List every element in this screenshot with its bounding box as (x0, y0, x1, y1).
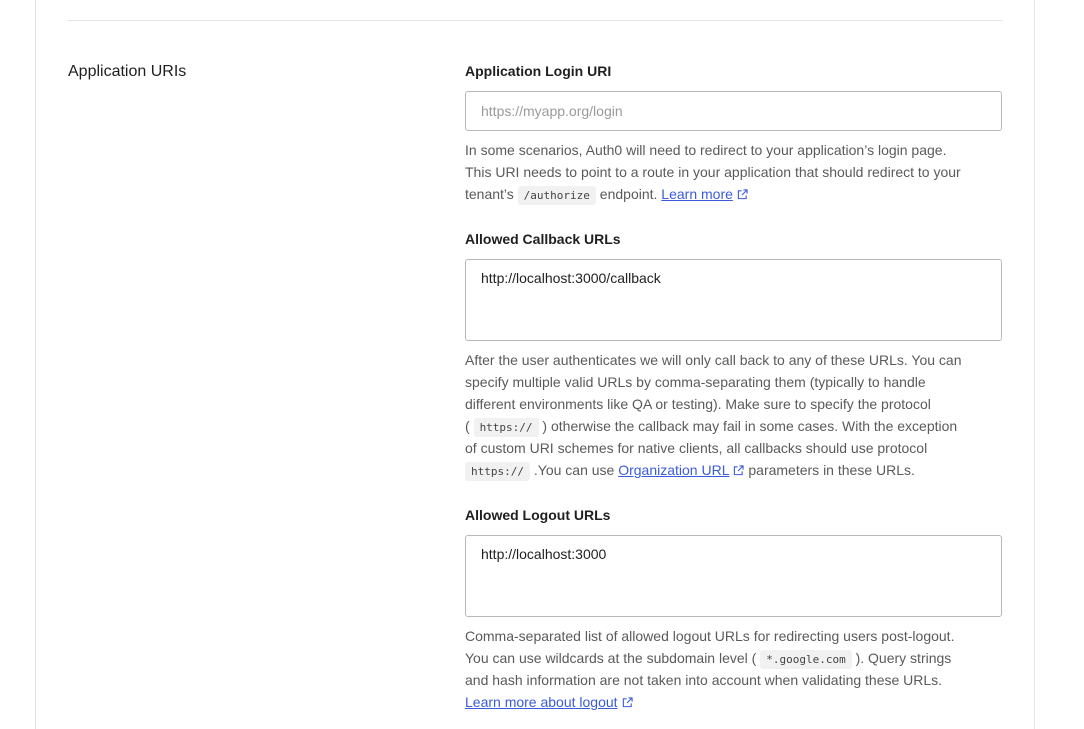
panel-border-left (35, 0, 36, 729)
login-uri-help (465, 139, 1010, 205)
help-text: In some scenarios, Auth0 will need to redirect to your application’s login page. (465, 142, 947, 158)
learn-more-logout-link[interactable]: Learn more about logout (465, 694, 618, 710)
login-uri-input[interactable] (465, 91, 1002, 131)
help-text: endpoint. (595, 186, 662, 202)
callback-urls-label: Allowed Callback URLs (465, 231, 621, 247)
external-link-icon (737, 189, 748, 200)
help-text: After the user authenticates we will only call back to any of these URLs. You can (465, 352, 962, 368)
help-text: tenant’s (465, 186, 518, 202)
logout-urls-textarea[interactable] (465, 535, 1002, 617)
section-divider (68, 20, 1002, 21)
panel-border-right (1034, 0, 1035, 729)
callback-urls-help (465, 349, 1010, 481)
help-text: different environments like QA or testing). Make sure to specify the protocol (465, 396, 931, 412)
organization-url-link[interactable]: Organization URL (618, 462, 730, 478)
authorize-code: /authorize (518, 186, 596, 205)
help-text: of custom URI schemes for native clients, all callbacks should use protocol (465, 440, 928, 456)
wildcard-code: *.google.com (760, 650, 851, 669)
help-text: specify multiple valid URLs by comma-separating them (typically to handle (465, 374, 926, 390)
logout-urls-value: http://localhost:3000 (481, 546, 607, 562)
logout-urls-help (465, 625, 1010, 713)
https-code: https:// (465, 462, 530, 481)
https-code: https:// (474, 418, 539, 437)
help-text: ) otherwise the callback may fail in some cases. With the exception (538, 418, 958, 434)
help-text: ). Query strings (851, 650, 952, 666)
learn-more-link[interactable]: Learn more (661, 186, 733, 202)
section-title: Application URIs (68, 63, 187, 80)
help-text: Comma-separated list of allowed logout URLs for redirecting users post-logout. (465, 628, 955, 644)
external-link-icon (622, 697, 633, 708)
help-text: and hash information are not taken into account when validating these URLs. (465, 672, 943, 688)
login-uri-placeholder: https://myapp.org/login (481, 103, 623, 119)
callback-urls-value: http://localhost:3000/callback (481, 270, 661, 286)
logout-urls-label: Allowed Logout URLs (465, 507, 611, 523)
login-uri-label: Application Login URI (465, 63, 612, 79)
callback-urls-textarea[interactable] (465, 259, 1002, 341)
external-link-icon (733, 465, 744, 476)
help-text: You can use wildcards at the subdomain level ( (465, 650, 761, 666)
help-text: This URI needs to point to a route in your application that should redirect to your (465, 164, 961, 180)
help-text: parameters in these URLs. (744, 462, 915, 478)
help-text: ( (465, 418, 474, 434)
help-text: .You can use (529, 462, 619, 478)
